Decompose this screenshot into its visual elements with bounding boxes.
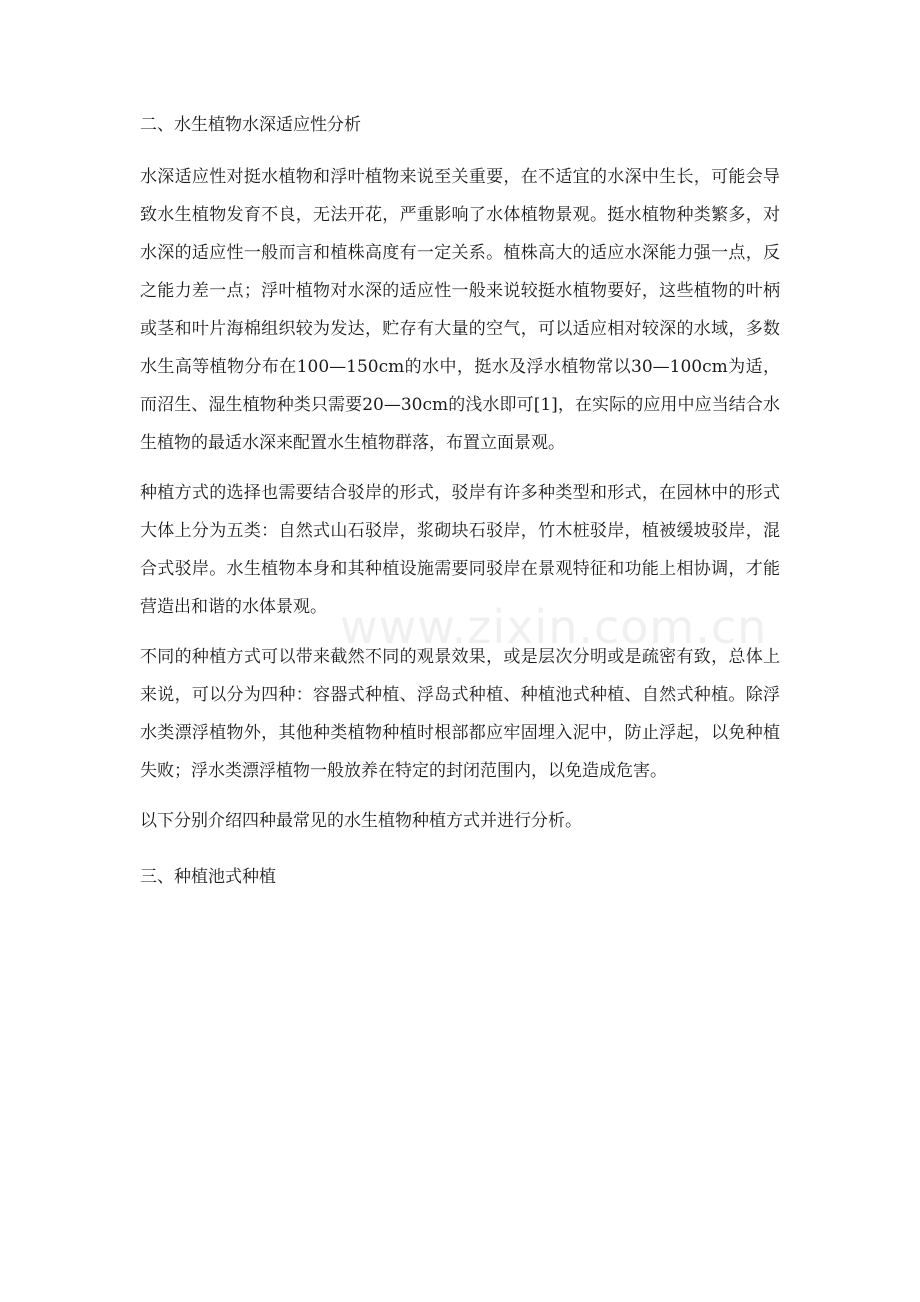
paragraph-introduction: 以下分别介绍四种最常见的水生植物种植方式并进行分析。 <box>140 811 582 831</box>
section-heading-planting-pool: 三、种植池式种植 <box>140 867 276 887</box>
watermark: www.zixin.com.cn <box>340 600 768 654</box>
section-heading-water-depth: 二、水生植物水深适应性分析 <box>140 115 361 135</box>
paragraph-revetment-forms: 种植方式的选择也需要结合驳岸的形式，驳岸有许多种类型和形式，在园林中的形式大体上分为五类：自然式山石驳岸，浆砌块石驳岸，竹木桩驳岸，植被缓坡驳岸，混合式驳岸。水生植物本身和其种植设施需要同驳岸在景观特征和功能上相协调，才能营造出和谐的水体景观。 <box>140 483 780 617</box>
paragraph-planting-methods: 不同的种植方式可以带来截然不同的观景效果，或是层次分明或是疏密有致，总体上来说，可以分为四种：容器式种植、浮岛式种植、种植池式种植、自然式种植。除浮水类漂浮植物外，其他种类植物种植时根部都应牢固埋入泥中，防止浮起，以免种植失败；浮水类漂浮植物一般放养在特定的封闭范围内，以免造成危害。 <box>140 647 780 781</box>
paragraph-water-depth-adaptability: 水深适应性对挺水植物和浮叶植物来说至关重要，在不适宜的水深中生长，可能会导致水生植物发育不良，无法开花，严重影响了水体植物景观。挺水植物种类繁多，对水深的适应性一般而言和植株高度有一定关系。植株高大的适应水深能力强一点，反之能力差一点；浮叶植物对水深的适应性一般来说较挺水植物要好，这些植物的叶柄或茎和叶片海棉组织较为发达，贮存有大量的空气，可以适应相对较深的水域，多数水生高等植物分布在100—150cm的水中，挺水及浮水植物常以30—100cm为适，而沼生、湿生植物种类只需要20—30cm的浅水即可[1]，在实际的应用中应当结合水生植物的最适水深来配置水生植物群落，布置立面景观。 <box>140 167 780 453</box>
document-body <box>140 104 780 898</box>
